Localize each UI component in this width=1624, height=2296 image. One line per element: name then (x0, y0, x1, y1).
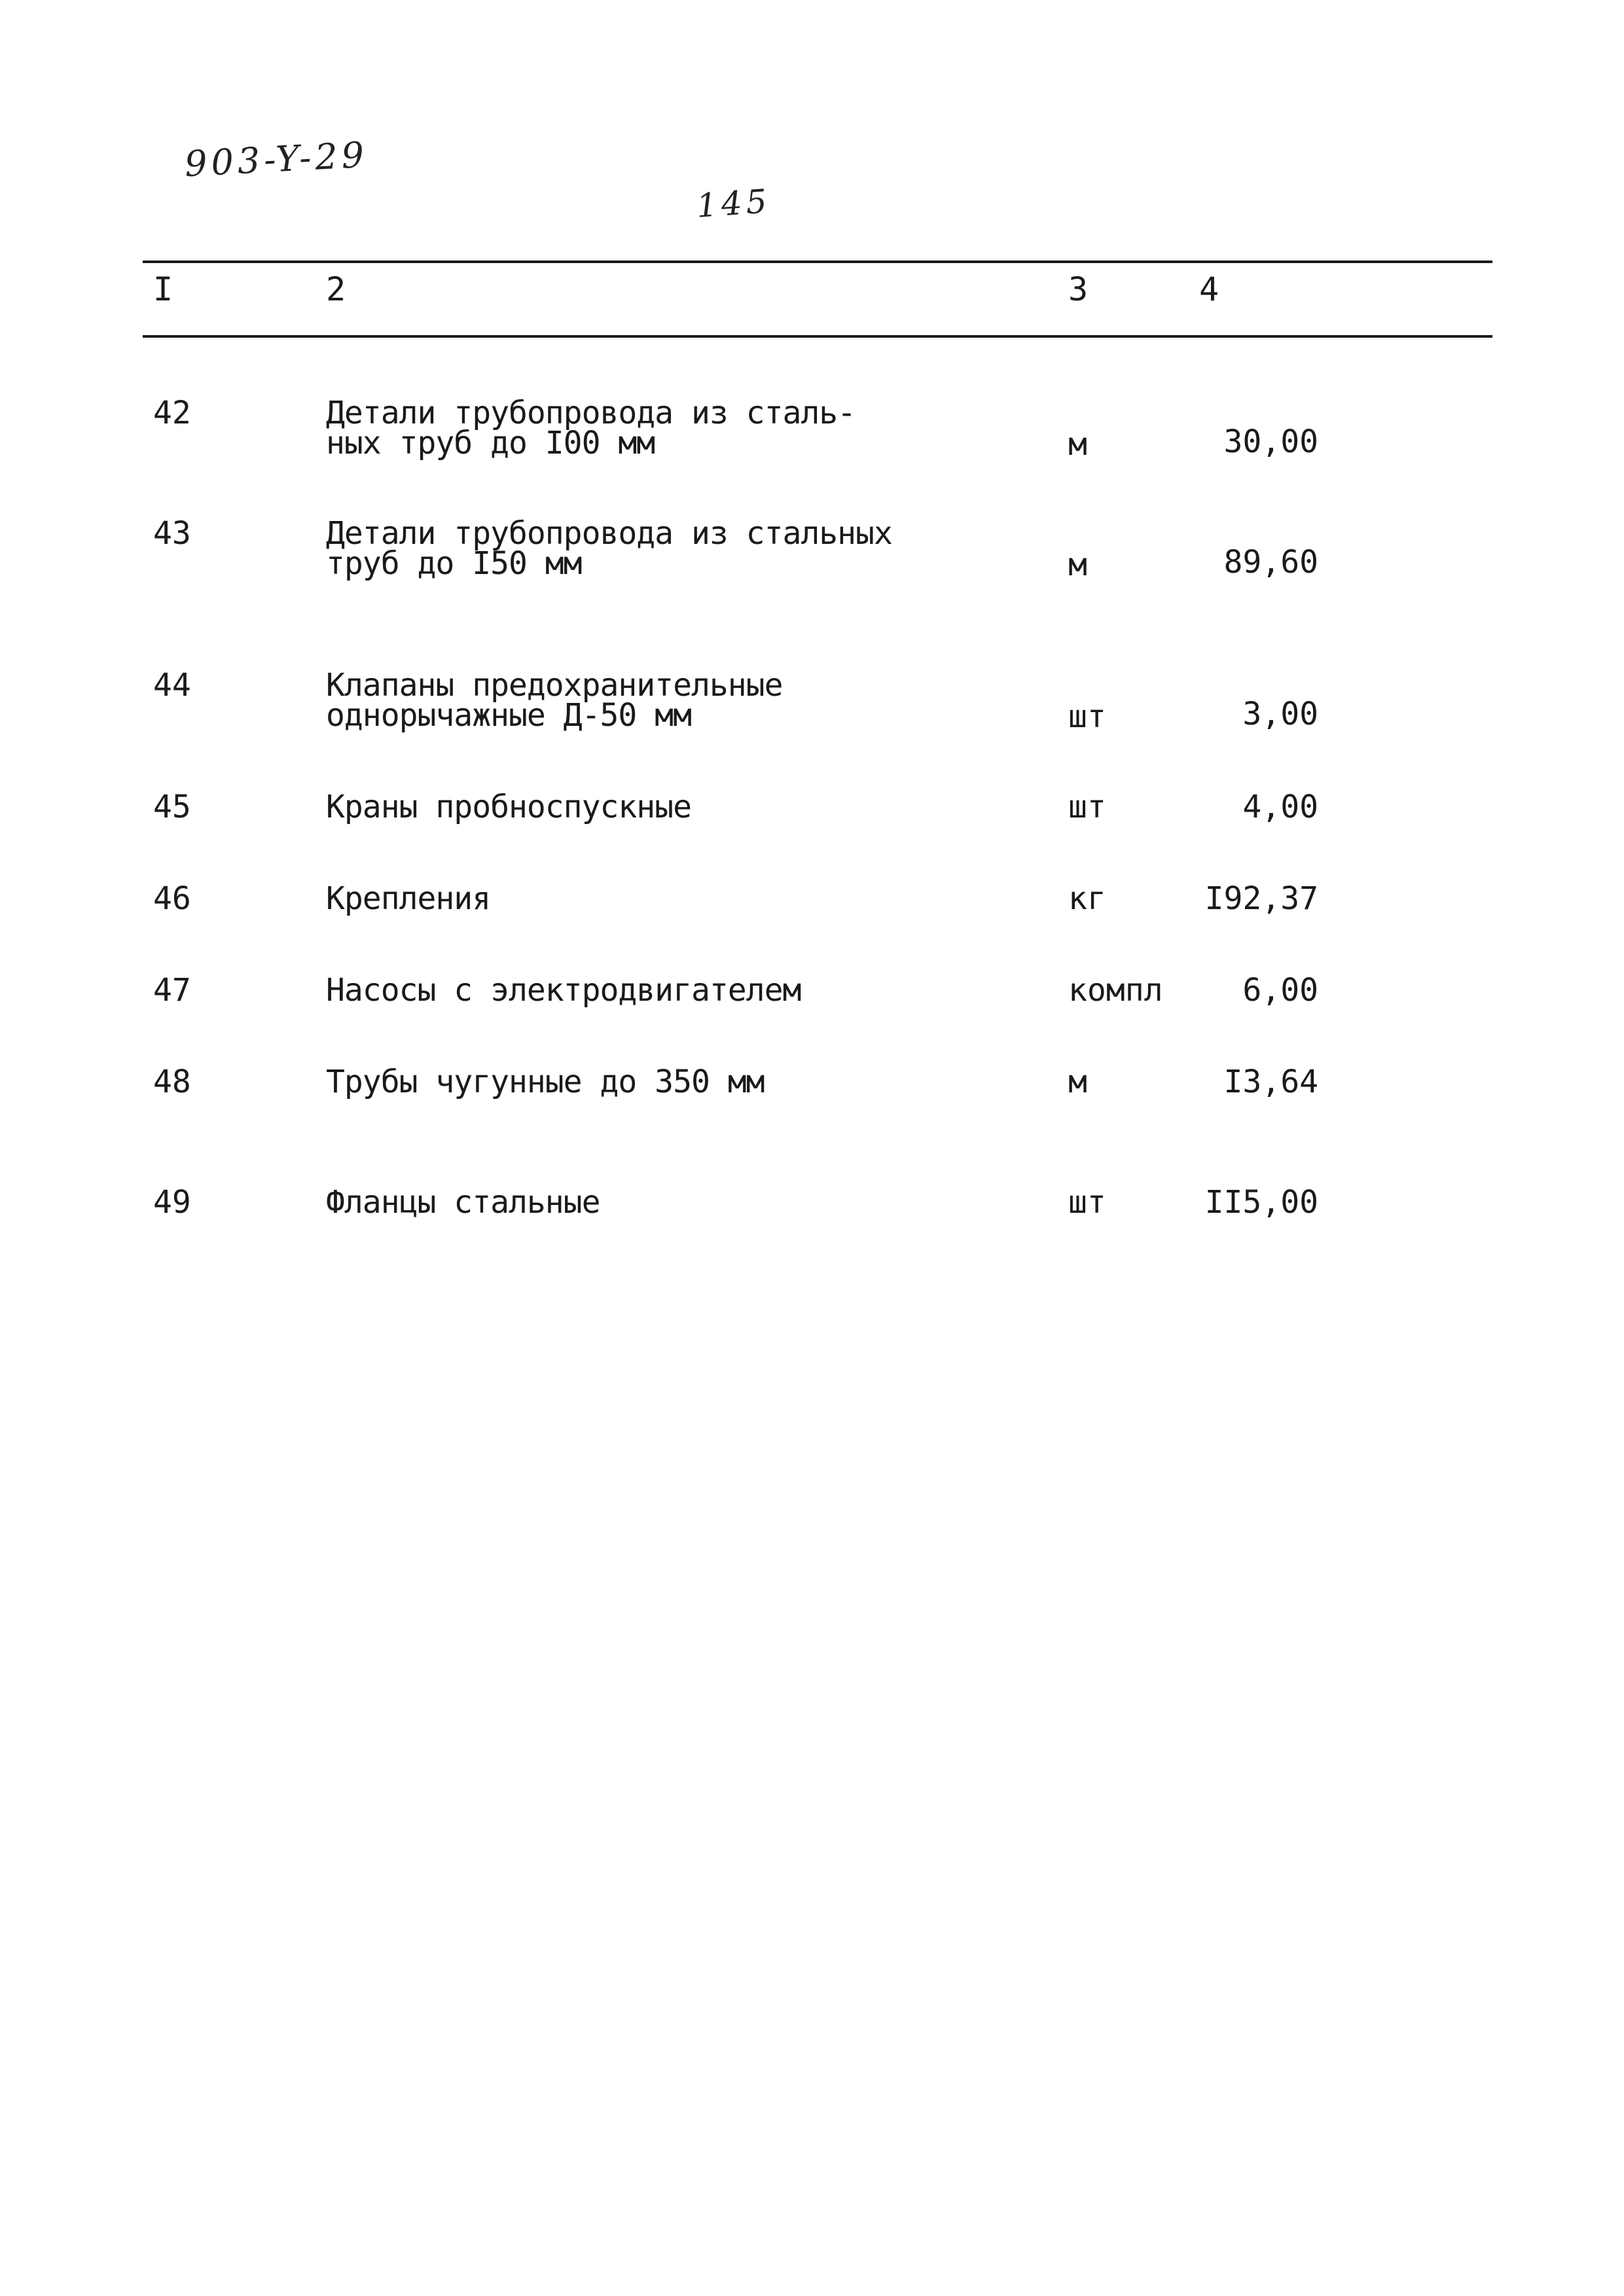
column-header-3: 3 (1068, 270, 1089, 308)
table-top-rule (143, 260, 1492, 263)
item-quantity: I92,37 (1204, 880, 1318, 917)
item-unit: м (1068, 426, 1087, 463)
row-number: 48 (153, 1064, 191, 1100)
item-unit: м (1068, 547, 1087, 583)
row-number: 46 (153, 880, 191, 917)
column-header-1: I (153, 270, 173, 308)
item-name-line-1: Детали трубопровода из сталь- (326, 395, 856, 431)
item-unit: шт (1068, 789, 1106, 825)
column-header-2: 2 (326, 270, 346, 308)
column-header-4: 4 (1199, 270, 1219, 308)
row-number: 49 (153, 1184, 191, 1221)
item-unit: кг (1068, 880, 1106, 917)
row-number: 42 (153, 395, 191, 431)
row-number: 43 (153, 515, 191, 552)
item-quantity: I3,64 (1223, 1064, 1318, 1100)
item-name-line-1: Детали трубопровода из стальных (326, 515, 892, 552)
document-code: 903-Y-29 (183, 134, 369, 185)
item-name: Насосы с электродвигателем (326, 972, 801, 1009)
row-number: 45 (153, 789, 191, 825)
item-unit: шт (1068, 698, 1106, 735)
table-header-rule (143, 335, 1492, 338)
item-name-line-2: ных труб до I00 мм (326, 425, 655, 461)
row-number: 47 (153, 972, 191, 1009)
item-name: Крепления (326, 880, 491, 917)
item-quantity: 30,00 (1223, 423, 1318, 460)
item-unit: компл (1068, 972, 1163, 1009)
item-unit: шт (1068, 1184, 1106, 1221)
item-quantity: 3,00 (1242, 696, 1318, 732)
item-name-line-1: Клапаны предохранительные (326, 667, 783, 704)
item-unit: м (1068, 1064, 1087, 1100)
item-quantity: 89,60 (1223, 544, 1318, 581)
item-name: Трубы чугунные до 350 мм (326, 1064, 765, 1100)
item-quantity: II5,00 (1204, 1184, 1318, 1221)
item-name: Фланцы стальные (326, 1184, 600, 1221)
item-name: Краны пробноспускные (326, 789, 691, 825)
item-name-line-2: однорычажные Д-50 мм (326, 697, 691, 734)
item-quantity: 6,00 (1242, 972, 1318, 1009)
page-number: 145 (695, 182, 772, 225)
item-name-line-2: труб до I50 мм (326, 545, 582, 582)
row-number: 44 (153, 667, 191, 704)
item-quantity: 4,00 (1242, 789, 1318, 825)
